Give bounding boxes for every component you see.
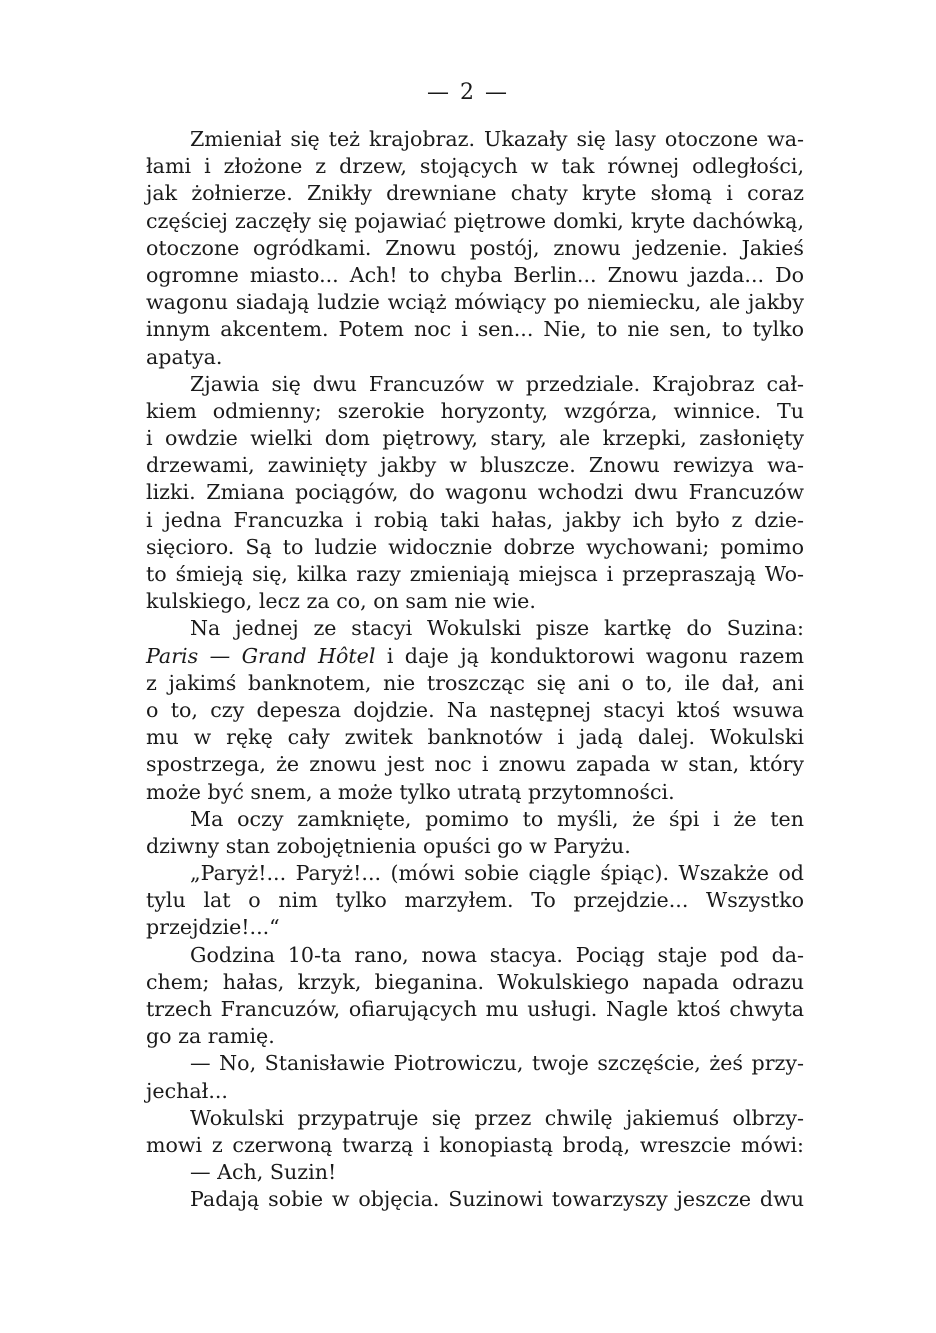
text-line: z jakimś banknotem, nie troszcząc się ani o to, ile dał, ani	[146, 670, 804, 695]
text-line: otoczone ogródkami. Znowu postój, znowu jedzenie. Jakieś	[146, 235, 804, 260]
text-line: Godzina 10-ta rano, nowa stacya. Pociąg staje pod da-	[190, 942, 804, 967]
text-line: Zmieniał się też krajobraz. Ukazały się lasy otoczone wa-	[190, 127, 804, 151]
text-line	[146, 643, 804, 670]
page-number: — 2 —	[427, 80, 509, 105]
text-line: częściej zaczęły się pojawiać piętrowe domki, kryte dachówką,	[146, 208, 804, 233]
text-line: lizki. Zmiana pociągów, do wagonu wchodzi dwu Francuzów	[146, 480, 804, 505]
text-line: drzewami, zawinięty jakby w bluszcze. Znowu rewizya wa-	[146, 453, 804, 478]
text-line: mowi z czerwoną twarzą i konopiastą brodą, wreszcie mówi:	[146, 1132, 804, 1157]
text-line: może być snem, a może tylko utratą przytomności.	[146, 779, 675, 804]
text-line: łami i złożone z drzew, stojących w tak równej odległości,	[146, 154, 804, 179]
text-line: ogromne miasto... Ach! to chyba Berlin... Znowu jazda... Do	[146, 262, 804, 287]
text-line: Zjawia się dwu Francuzów w przedziale. Krajobraz cał-	[190, 371, 804, 396]
text-line: jak żołnierze. Znikły drewniane chaty kryte słomą i coraz	[146, 181, 804, 206]
text-line: kulskiego, lecz za co, on sam nie wie.	[146, 589, 536, 614]
text-line: mu w rękę cały zwitek banknotów i jadą dalej. Wokulski	[146, 725, 804, 750]
text-line: spostrzega, że znowu jest noc i znowu zapada w stan, który	[146, 752, 804, 777]
body-text	[146, 126, 804, 1214]
text-line: i jedna Francuzka i robią taki hałas, jakby ich było z dzie-	[146, 507, 804, 532]
text-line: Na jednej ze stacyi Wokulski pisze kartkę do Suzina:	[190, 616, 804, 641]
text-line: Wokulski przypatruje się przez chwilę jakiemuś olbrzy-	[190, 1105, 804, 1130]
text-line: to śmieją się, kilka razy zmieniają miejsca i przepraszają Wo-	[146, 562, 804, 586]
text-line: go za ramię.	[146, 1024, 275, 1049]
text-line: chem; hałas, krzyk, bieganina. Wokulskiego napada odrazu	[146, 969, 804, 994]
text-line: dziwny stan zobojętnienia opuści go w Paryżu.	[146, 833, 631, 858]
text-line: „Paryż!... Paryż!... (mówi sobie ciągle śpiąc). Wszakże od	[190, 861, 804, 886]
text-line: przejdzie!...“	[146, 915, 280, 940]
text-line: apatya.	[146, 344, 223, 369]
text-line: sięcioro. Są to ludzie widocznie dobrze wychowani; pomimo	[146, 534, 804, 559]
text-line: Ma oczy zamknięte, pomimo to myśli, że śpi i że ten	[190, 806, 804, 831]
text-line: i owdzie wielki dom piętrowy, stary, ale krzepki, zasłonięty	[146, 426, 804, 451]
text-line: — Ach, Suzin!	[190, 1160, 337, 1185]
text-line: trzech Francuzów, ofiarujących mu usługi. Nagle ktoś chwyta	[146, 997, 804, 1021]
text-line: tylu lat o nim tylko marzyłem. To przejdzie... Wszystko	[146, 888, 804, 913]
text-line: innym akcentem. Potem noc i sen... Nie, to nie sen, to tylko	[146, 317, 804, 342]
text-line: jechał...	[146, 1078, 228, 1103]
italic-address: Paris — Grand Hôtel	[146, 643, 376, 668]
text-line: wagonu siadają ludzie wciąż mówiący po niemiecku, ale jakby	[146, 290, 804, 315]
text-line: — No, Stanisławie Piotrowiczu, twoje szczęście, żeś przy-	[190, 1051, 804, 1076]
text-line: o to, czy depesza dojdzie. Na następnej stacyi ktoś wsuwa	[146, 697, 804, 722]
text-line: Padają sobie w objęcia. Suzinowi towarzyszy jeszcze dwu	[190, 1187, 804, 1212]
text-fragment: i daje ją konduktorowi wagonu razem	[375, 643, 804, 668]
text-line: kiem odmienny; szerokie horyzonty, wzgórza, winnice. Tu	[146, 398, 804, 423]
